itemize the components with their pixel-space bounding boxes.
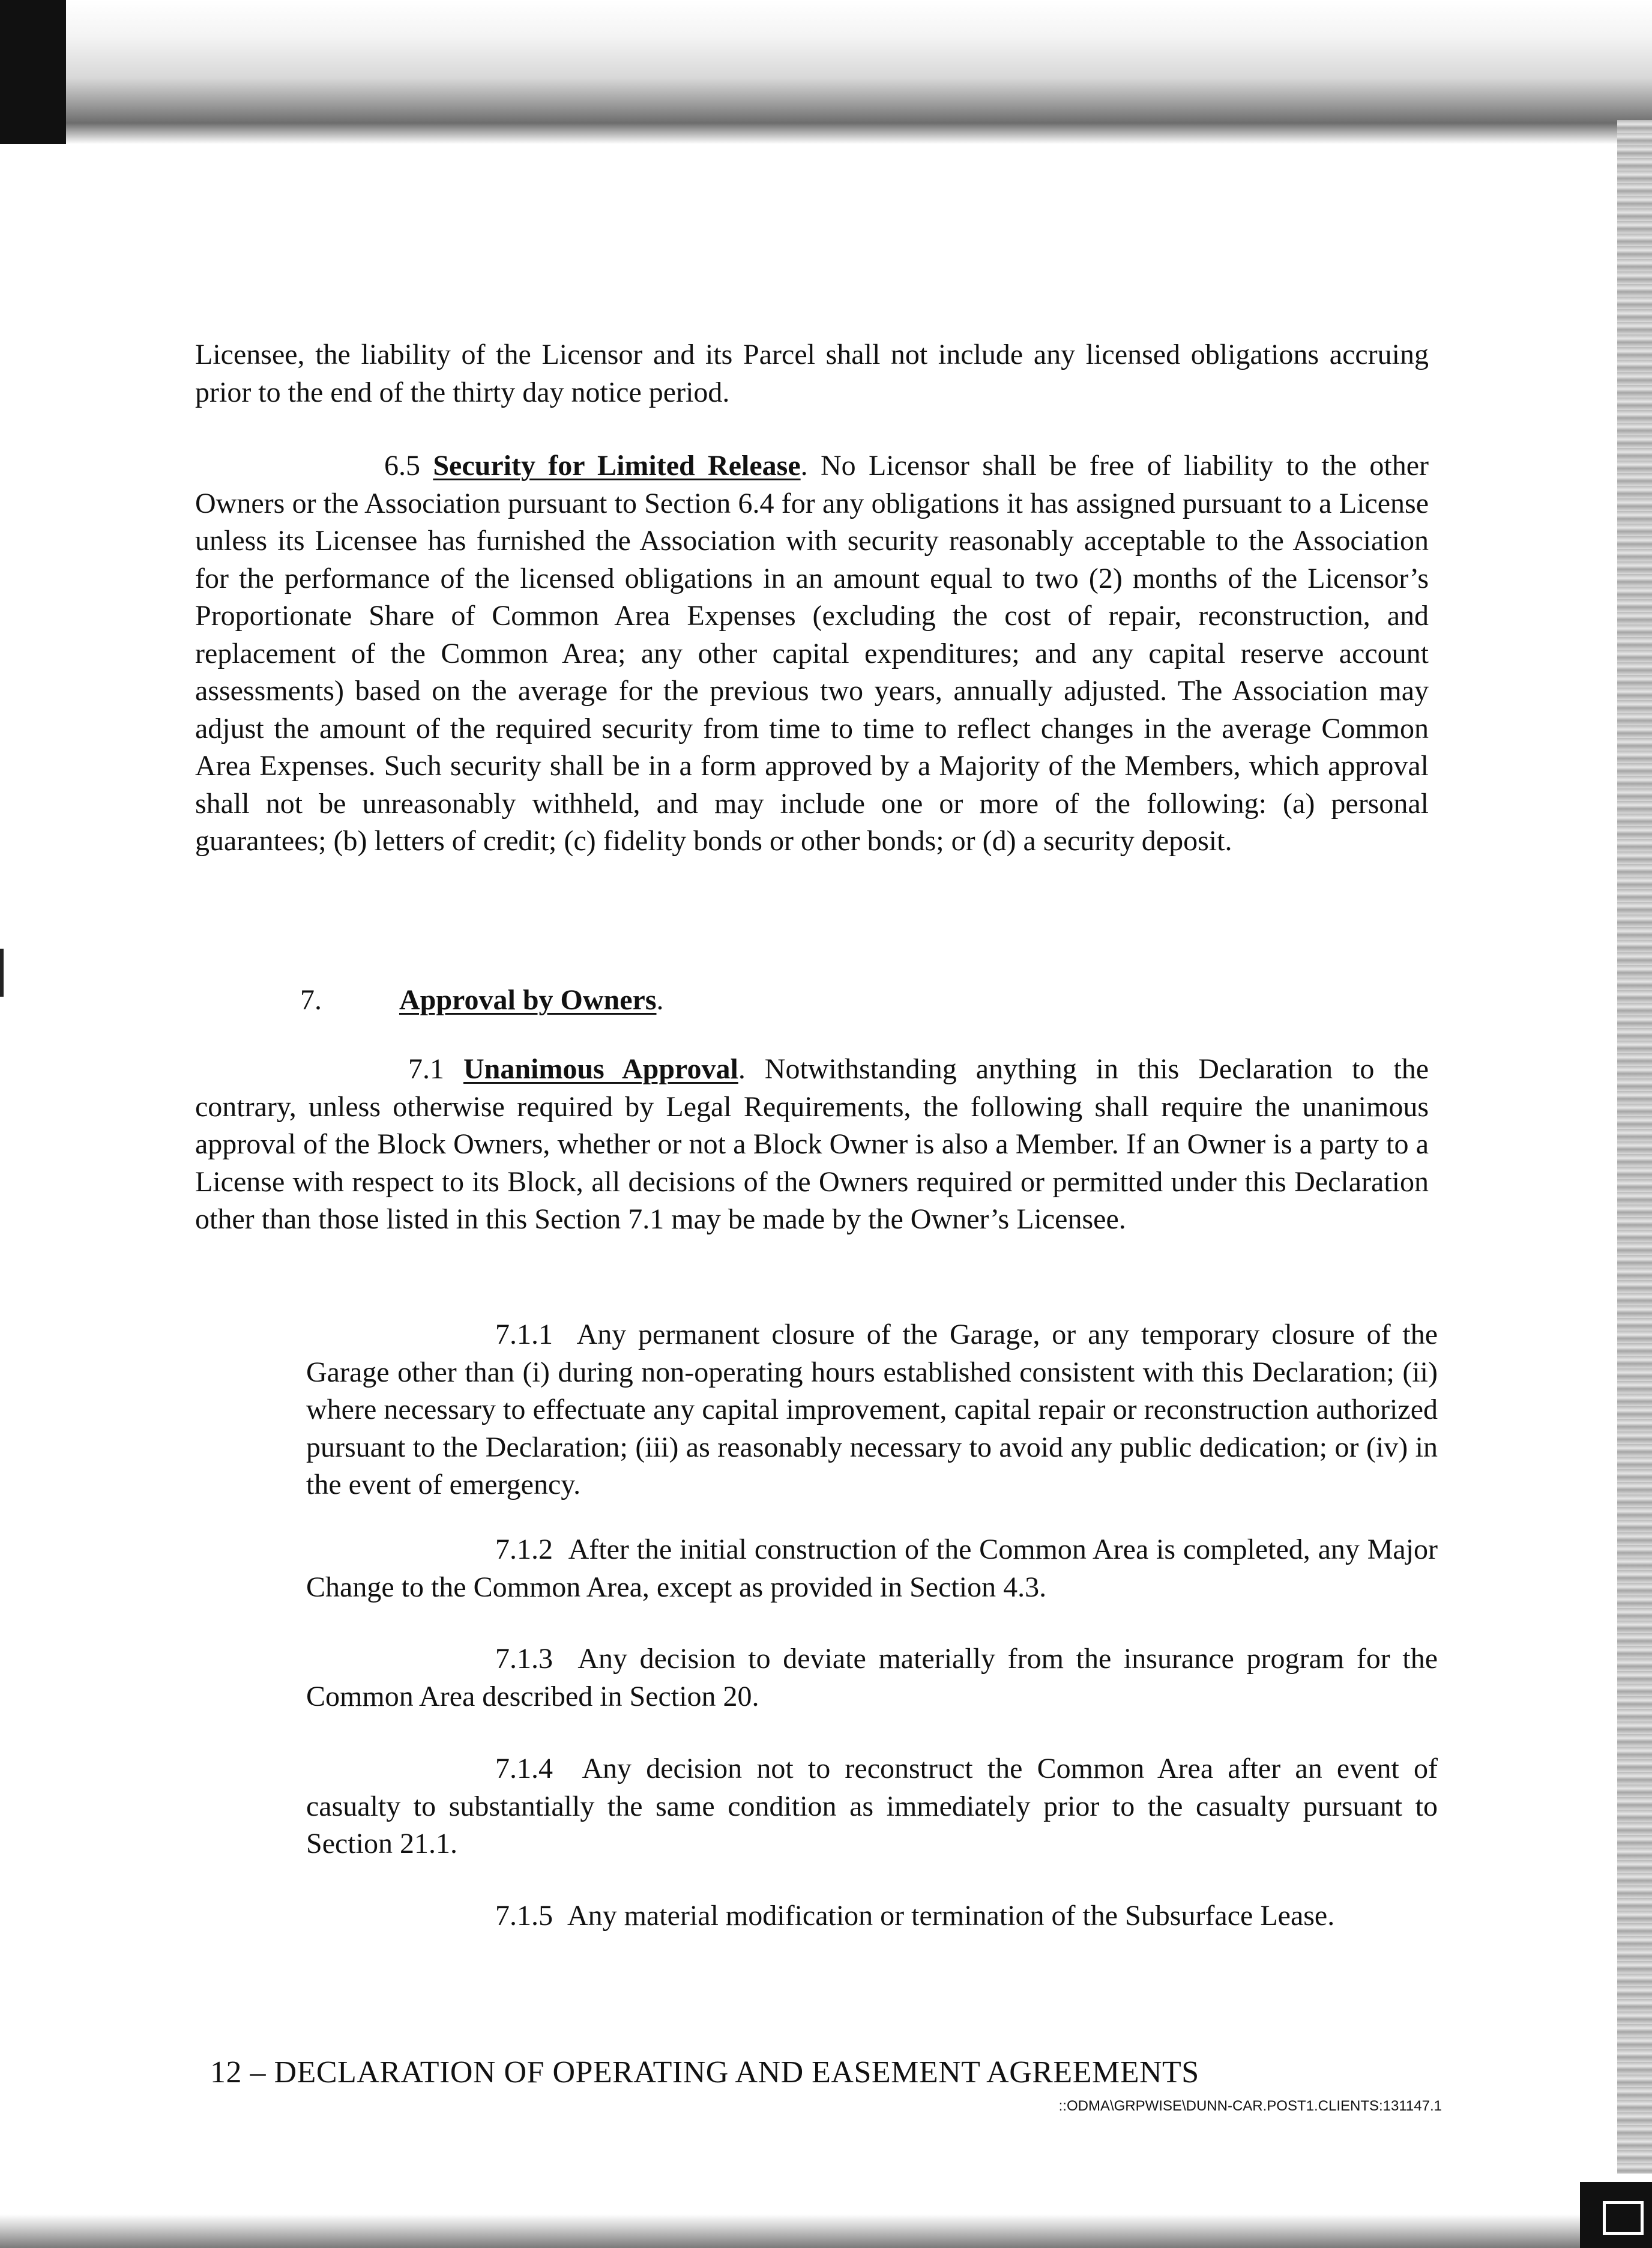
section-7-1-title: Unanimous Approval	[463, 1053, 738, 1085]
scan-corner-box	[1603, 2201, 1644, 2235]
scan-top-shadow	[0, 0, 1652, 144]
section-7-1-number: 7.1	[408, 1053, 444, 1085]
subsection-7-1-5-number: 7.1.5	[495, 1900, 553, 1932]
subsection-7-1-4-text: Any decision not to reconstruct the Common Area after an event of casualty to substantially the same condition as immediately prior to the casualty pursuant to Section 21.1.	[306, 1753, 1438, 1860]
subsection-7-1-3	[306, 1640, 1438, 1715]
subsection-7-1-4-number: 7.1.4	[495, 1753, 553, 1784]
section-7-title-end: .	[656, 984, 664, 1016]
scan-right-edge	[1617, 120, 1652, 2174]
section-7-1-paragraph	[195, 1051, 1429, 1239]
scan-bottom-shadow	[0, 2214, 1652, 2248]
subsection-7-1-2-number: 7.1.2	[495, 1533, 553, 1565]
subsection-7-1-1	[306, 1316, 1438, 1504]
footer-title: 12 – DECLARATION OF OPERATING AND EASEMENT AGREEMENTS	[210, 2055, 1199, 2089]
continuation-paragraph: Licensee, the liability of the Licensor and its Parcel shall not include any licensed obligations accruing prior to the end of the thirty day notice period.	[195, 339, 1429, 408]
section-6-5-number: 6.5	[384, 450, 420, 482]
subsection-7-1-3-number: 7.1.3	[495, 1643, 553, 1675]
section-7-heading	[300, 982, 664, 1020]
section-7-1-body: . Notwithstanding anything in this Declaration to the contrary, unless otherwise required by Legal Requirements, the following shall require the unanimous approval of the Block Owners, whether or not a Block Owner is also a Member. If an Owner is a party to a License with respect to its Block, all decisions of the Owners required or permitted under this Declaration other than those listed in this Section 7.1 may be made by the Owner’s Licensee.	[195, 1053, 1429, 1235]
section-6-5-paragraph	[195, 447, 1429, 860]
footer-file-path: ::ODMA\GRPWISE\DUNN-CAR.POST1.CLIENTS:131147.1	[1058, 2098, 1442, 2114]
section-6-5-title: Security for Limited Release	[433, 450, 801, 482]
subsection-7-1-2-text: After the initial construction of the Common Area is completed, any Major Change to the Common Area, except as provided in Section 4.3.	[306, 1533, 1438, 1603]
scan-corner	[1580, 2182, 1652, 2248]
subsection-7-1-1-text: Any permanent closure of the Garage, or any temporary closure of the Garage other than (i) during non-operating hours established consistent with this Declaration; (ii) where necessary to effectuate any capital improvement, capital repair or reconstruction authorized pursuant to the Declaration; (iii) as reasonably necessary to avoid any public dedication; or (iv) in the event of emergency.	[306, 1319, 1438, 1500]
subsection-7-1-4	[306, 1750, 1438, 1863]
section-7-number: 7.	[300, 984, 322, 1016]
section-6-5-body: . No Licensor shall be free of liability to the other Owners or the Association pursuant to Section 6.4 for any obligations it has assigned pursuant to a License unless its Licensee has furnished the Association with security reasonably acceptable to the Association for the performance of the licensed obligations in an amount equal to two (2) months of the Licensor’s Proportionate Share of Common Area Expenses (excluding the cost of repair, reconstruction, and replacement of the Common Area; any other capital expenditures; and any capital reserve account assessments) based on the average for the previous two years, annually adjusted. The Association may adjust the amount of the required security from time to time to reflect changes in the average Common Area Expenses. Such security shall be in a form approved by a Majority of the Members, which approval shall not be unreasonably withheld, and may include one or more of the following: (a) personal guarantees; (b) letters of credit; (c) fidelity bonds or other bonds; or (d) a security deposit.	[195, 450, 1429, 857]
subsection-7-1-5-text: Any material modification or termination of the Subsurface Lease.	[567, 1900, 1335, 1932]
subsection-7-1-1-number: 7.1.1	[495, 1319, 553, 1350]
subsection-7-1-3-text: Any decision to deviate materially from the insurance program for the Common Area described in Section 20.	[306, 1643, 1438, 1712]
subsection-7-1-2	[306, 1531, 1438, 1606]
scan-top-left-edge	[0, 0, 66, 144]
subsection-7-1-5	[306, 1897, 1438, 1935]
section-7-title: Approval by Owners	[399, 984, 657, 1016]
scan-left-mark	[0, 949, 4, 997]
